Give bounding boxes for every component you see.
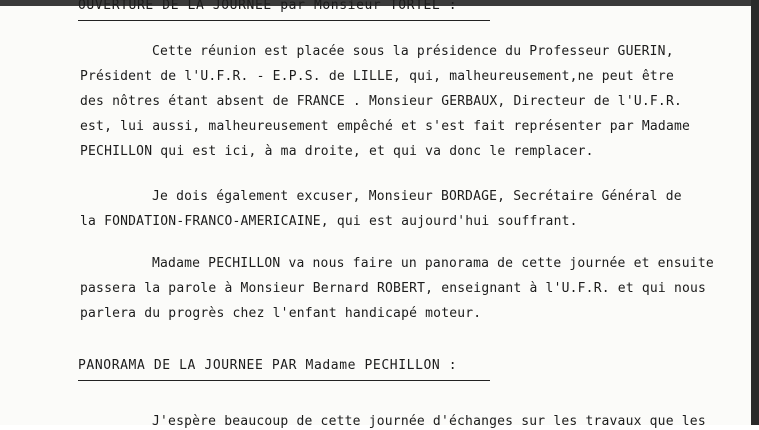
section-heading-underline xyxy=(78,380,490,381)
paragraph-line: est, lui aussi, malheureusement empêché et s'est fait représenter par Madame xyxy=(80,119,691,134)
paragraph-line: la FONDATION-FRANCO-AMERICAINE, qui est aujourd'hui souffrant. xyxy=(80,214,578,229)
cut-off-line: J'espère beaucoup de cette journée d'échanges sur les travaux que les xyxy=(152,414,706,429)
paragraph-line: des nôtres étant absent de FRANCE . Monsieur GERBAUX, Directeur de l'U.F.R. xyxy=(80,94,682,109)
paragraph-line: parlera du progrès chez l'enfant handicapé moteur. xyxy=(80,306,482,321)
section-heading: PANORAMA DE LA JOURNEE PAR Madame PECHILLON : xyxy=(78,358,458,373)
paragraph-line: Cette réunion est placée sous la présidence du Professeur GUERIN, xyxy=(152,44,674,59)
paragraph-line: Président de l'U.F.R. - E.P.S. de LILLE, qui, malheureusement,ne peut être xyxy=(80,69,674,84)
paragraph-line: Madame PECHILLON va nous faire un panorama de cette journée et ensuite xyxy=(152,256,714,271)
opening-heading-underline xyxy=(78,20,490,21)
scan-right-border xyxy=(751,0,759,425)
paragraph-line: passera la parole à Monsieur Bernard ROBERT, enseignant à l'U.F.R. et qui nous xyxy=(80,281,707,296)
paragraph-line: Je dois également excuser, Monsieur BORDAGE, Secrétaire Général de xyxy=(152,189,682,204)
paragraph-line: PECHILLON qui est ici, à ma droite, et qui va donc le remplacer. xyxy=(80,144,594,159)
opening-heading: OUVERTURE DE LA JOURNEE par Monsieur TORTEL : xyxy=(78,0,458,13)
